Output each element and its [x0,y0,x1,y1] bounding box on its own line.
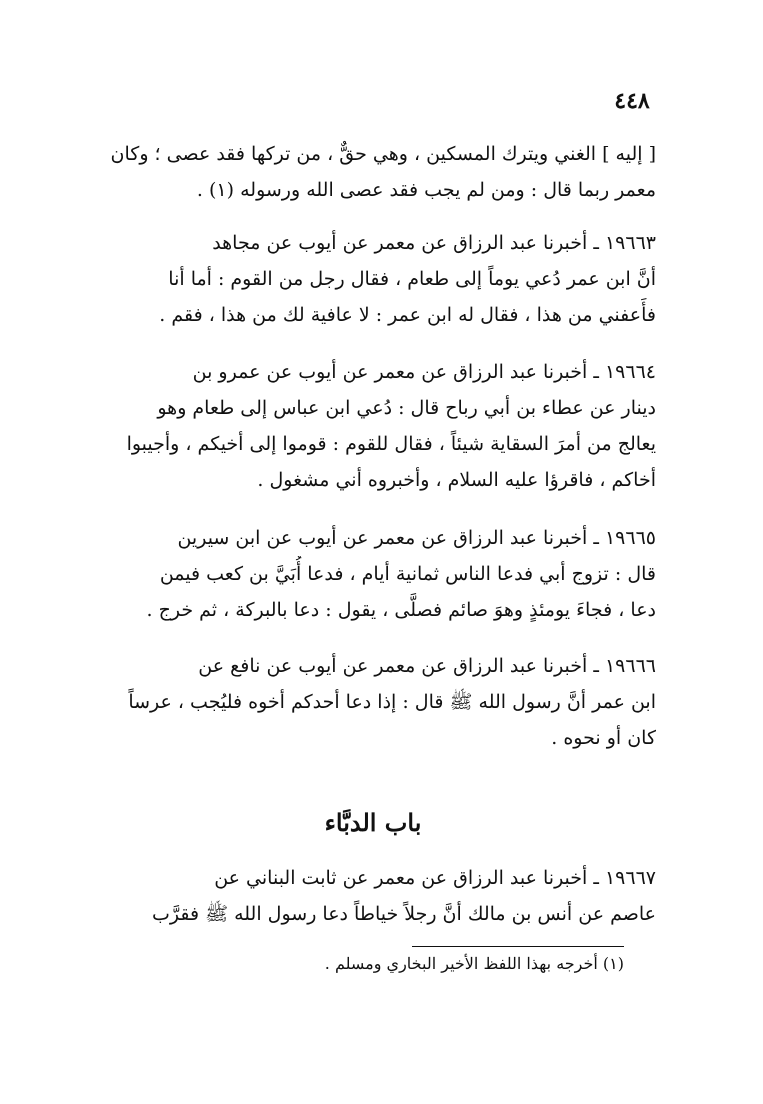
text-line: ١٩٦٦٦ ـ أخبرنا عبد الرزاق عن معمر عن أيوب عن نافع عن [198,655,656,677]
text-line: ابن عمر أنَّ رسول الله ﷺ قال : إذا دعا أحدكم أخوه فليُجب ، عرساً [128,691,656,713]
hadith-19664 [90,354,656,498]
text-line: قال : تزوج أبي فدعا الناس ثمانية أيام ، فدعا أُبَيَّ بن كعب فيمن [159,563,656,585]
text-line: دعا ، فجاءَ يومئذٍ وهوَ صائم فصلَّى ، يقول : دعا بالبركة ، ثم خرج . [146,599,656,621]
paragraph-continuation [90,136,656,208]
text-line: معمر ربما قال : ومن لم يجب فقد عصى الله ورسوله (١) . [196,179,656,201]
text-line: [ إليه ] الغني ويترك المسكين ، وهي حقٌّ ، من تركها فقد عصى ؛ وكان [110,143,656,165]
page-number: ٤٤٨ [614,88,650,114]
text-line: كان أو نحوه . [551,727,656,749]
chapter-heading: باب الدبَّاء [324,808,422,837]
footnote-divider [412,946,624,947]
hadith-19666 [90,648,656,756]
text-line: ١٩٦٦٥ ـ أخبرنا عبد الرزاق عن معمر عن أيوب عن ابن سيرين [177,527,656,549]
text-line: يعالج من أمرَ السقاية شيئاً ، فقال للقوم : قوموا إلى أخيكم ، وأجيبوا [126,433,656,455]
text-line: ١٩٦٦٣ ـ أخبرنا عبد الرزاق عن معمر عن أيوب عن مجاهد [212,232,656,254]
text-line: ١٩٦٦٧ ـ أخبرنا عبد الرزاق عن معمر عن ثابت البناني عن [214,867,656,889]
hadith-19665 [90,520,656,628]
text-line: ١٩٦٦٤ ـ أخبرنا عبد الرزاق عن معمر عن أيوب عن عمرو بن [192,361,656,383]
hadith-19667 [90,860,656,932]
text-line: أنَّ ابن عمر دُعي يوماً إلى طعام ، فقال رجل من القوم : أما أنا [168,268,656,290]
text-line: فأَعفني من هذا ، فقال له ابن عمر : لا عافية لك من هذا ، فقم . [159,304,656,326]
text-line: عاصم عن أنس بن مالك أنَّ رجلاً خياطاً دعا رسول الله ﷺ فقرَّب [151,903,656,925]
text-line: أخاكم ، فاقرؤا عليه السلام ، وأخبروه أني مشغول . [257,469,656,491]
hadith-19663 [90,225,656,333]
text-line: دينار عن عطاء بن أبي رباح قال : دُعي ابن عباس إلى طعام وهو [157,397,656,419]
footnote: (١) أخرجه بهذا اللفظ الأخير البخاري ومسلم . [324,954,624,973]
